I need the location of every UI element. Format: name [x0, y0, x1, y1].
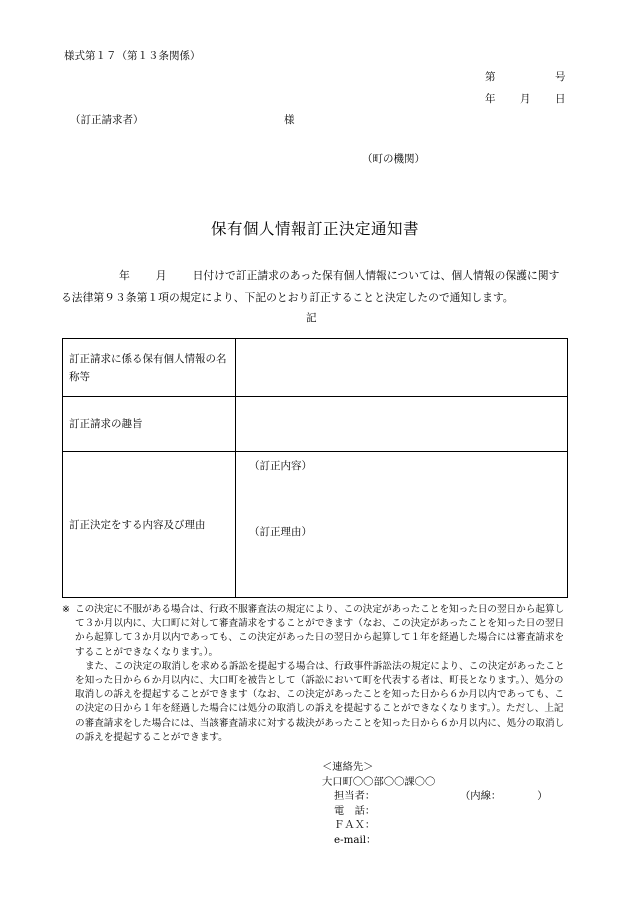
decision-table: [62, 338, 568, 598]
requester-label: （訂正請求者）: [70, 114, 144, 126]
note-paragraph-1: この決定に不服がある場合は、行政不服審査法の規定により、この決定があったことを知った日の翌日から起算して３か月以内に、大口町に対して審査請求をすることができます（なお、この決定があったことを知った日の翌日から起算して３か月以内であっても、この決定があった日の翌日から起算して１年を経過した場合には審査請求をすることができなくなります。）。: [75, 604, 565, 658]
table-row: [63, 397, 568, 452]
issuer-label: （町の機関）: [362, 153, 425, 165]
contact-phone: 電 話：: [334, 804, 376, 817]
table-row: [63, 339, 568, 397]
contact-person: 担当者：: [334, 790, 376, 802]
note-paragraph-2: また、この決定の取消しを求める訴訟を提起する場合は、行政事件訴訟法の規定により、この決定があったことを知った日から６か月以内に、大口町を被告として（訴訟において町を代表する者は、町長となります。）、処分の取消しの訴えを提起することができます（なお、この決定があったことを知った日から６か月以内であっても、この決定の日から１年を経過した場合には処分の取消しの訴えを提起することができなくなります。）。ただし、上記の審査請求をした場合には、当該審査請求に対する裁決があったことを知った日から６か月以内に、処分の取消しの訴えを提起することができます。: [75, 660, 565, 743]
table-row: [63, 452, 568, 598]
form-number: 様式第１７（第１３条関係）: [64, 50, 201, 62]
contact-extension: （内線： ）: [460, 790, 548, 802]
ki-label: 記: [306, 312, 317, 324]
body-year: 年: [119, 269, 130, 282]
date-day: 日: [555, 93, 566, 105]
contact-dept: 大口町〇〇部〇〇課〇〇: [322, 775, 436, 788]
correction-content-label: （訂正内容）: [249, 460, 312, 472]
contact-email: e-mail：: [334, 833, 377, 846]
date-month: 月: [520, 93, 531, 105]
row-label-info-name: 訂正請求に係る保有個人情報の名称等: [63, 339, 236, 397]
contact-fax: ＦＡＸ：: [334, 819, 376, 831]
body-month: 月: [155, 269, 167, 282]
contact-block: [322, 760, 548, 847]
honorific: 様: [284, 114, 295, 126]
document-number-suffix: 号: [555, 71, 566, 83]
row-label-decision: 訂正決定をする内容及び理由: [63, 452, 236, 598]
note-mark: ※: [62, 604, 71, 615]
row-value-purpose[interactable]: [236, 397, 568, 452]
row-value-info-name[interactable]: [236, 339, 568, 397]
row-value-decision[interactable]: [236, 452, 568, 598]
document-title: 保有個人情報訂正決定通知書: [210, 220, 419, 238]
row-label-purpose: 訂正請求の趣旨: [63, 397, 236, 452]
body-text: 日付けで訂正請求のあった保有個人情報については、個人情報の保護に関する法律第９３条第１項の規定により、下記のとおり訂正することと決定したので通知します。: [61, 269, 560, 304]
date-year: 年: [485, 93, 496, 105]
contact-heading: ＜連絡先＞: [322, 761, 374, 773]
correction-reason-label: （訂正理由）: [249, 526, 312, 538]
document-number-prefix: 第: [485, 71, 496, 83]
notes-section: [62, 603, 572, 745]
contact-person-row: [322, 789, 548, 804]
body-paragraph: [61, 265, 569, 309]
